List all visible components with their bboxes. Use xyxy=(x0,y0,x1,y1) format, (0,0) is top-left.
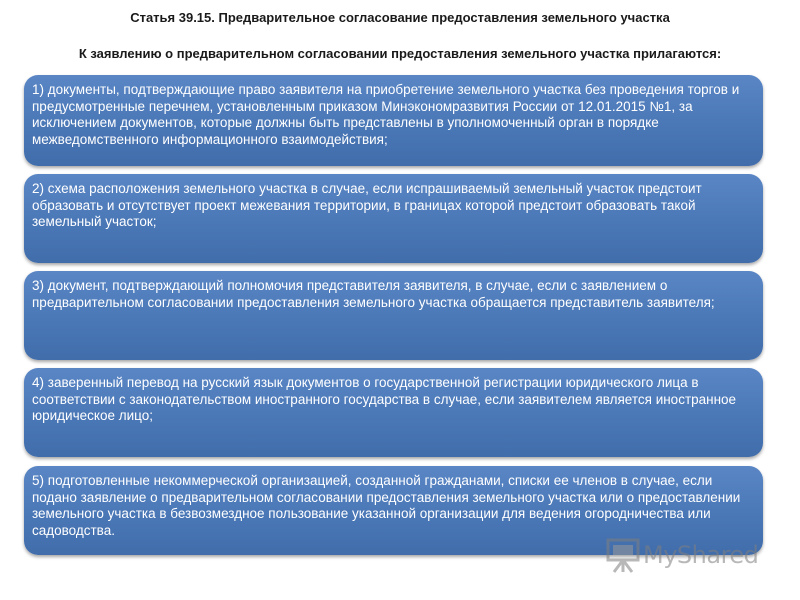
list-item xyxy=(24,271,763,360)
watermark-text: MyShared xyxy=(643,541,759,569)
list-item-text: 1) документы, подтверждающие право заявителя на приобретение земельного участка без проведения торгов и предусмотренные перечнем, установленным приказом Минэкономразвития России от 12.01.2015 №1, за исключением документов, которые должны быть представлены в уполномоченный орган в порядке межведомственного информационного взаимодействия; xyxy=(32,82,740,147)
list-item xyxy=(24,75,763,166)
list-item-text: 3) документ, подтверждающий полномочия представителя заявителя, в случае, если с заявлением о предварительном согласовании предоставления земельного участка обращается представитель заявителя; xyxy=(32,278,715,310)
list-intro: К заявлению о предварительном согласовании предоставления земельного участка прилагаются: xyxy=(78,46,722,61)
list-item-text: 2) схема расположения земельного участка в случае, если испрашиваемый земельный участок предстоит образовать и отсутствует проект межевания территории, в границах которой предстоит образовать такой земельный участок; xyxy=(32,181,702,229)
list-item-text: 5) подготовленные некоммерческой организацией, созданной гражданами, списки ее членов в случае, если подано заявление о предварительном согласовании предоставления земельного участка или о предоставлении земельного участка в безвозмездное пользование указанной организации для ведения огородничества или садоводства. xyxy=(32,473,741,538)
list-item-text: 4) заверенный перевод на русский язык документов о государственной регистрации юридического лица в соответствии с законодательством иностранного государства в случае, если заявителем является иностранное юридическое лицо; xyxy=(32,375,737,423)
watermark xyxy=(606,535,758,575)
presentation-board-icon xyxy=(606,536,640,574)
list-item xyxy=(24,368,763,457)
list-item xyxy=(24,174,763,263)
page-title: Статья 39.15. Предварительное согласование предоставления земельного участка xyxy=(130,10,670,25)
